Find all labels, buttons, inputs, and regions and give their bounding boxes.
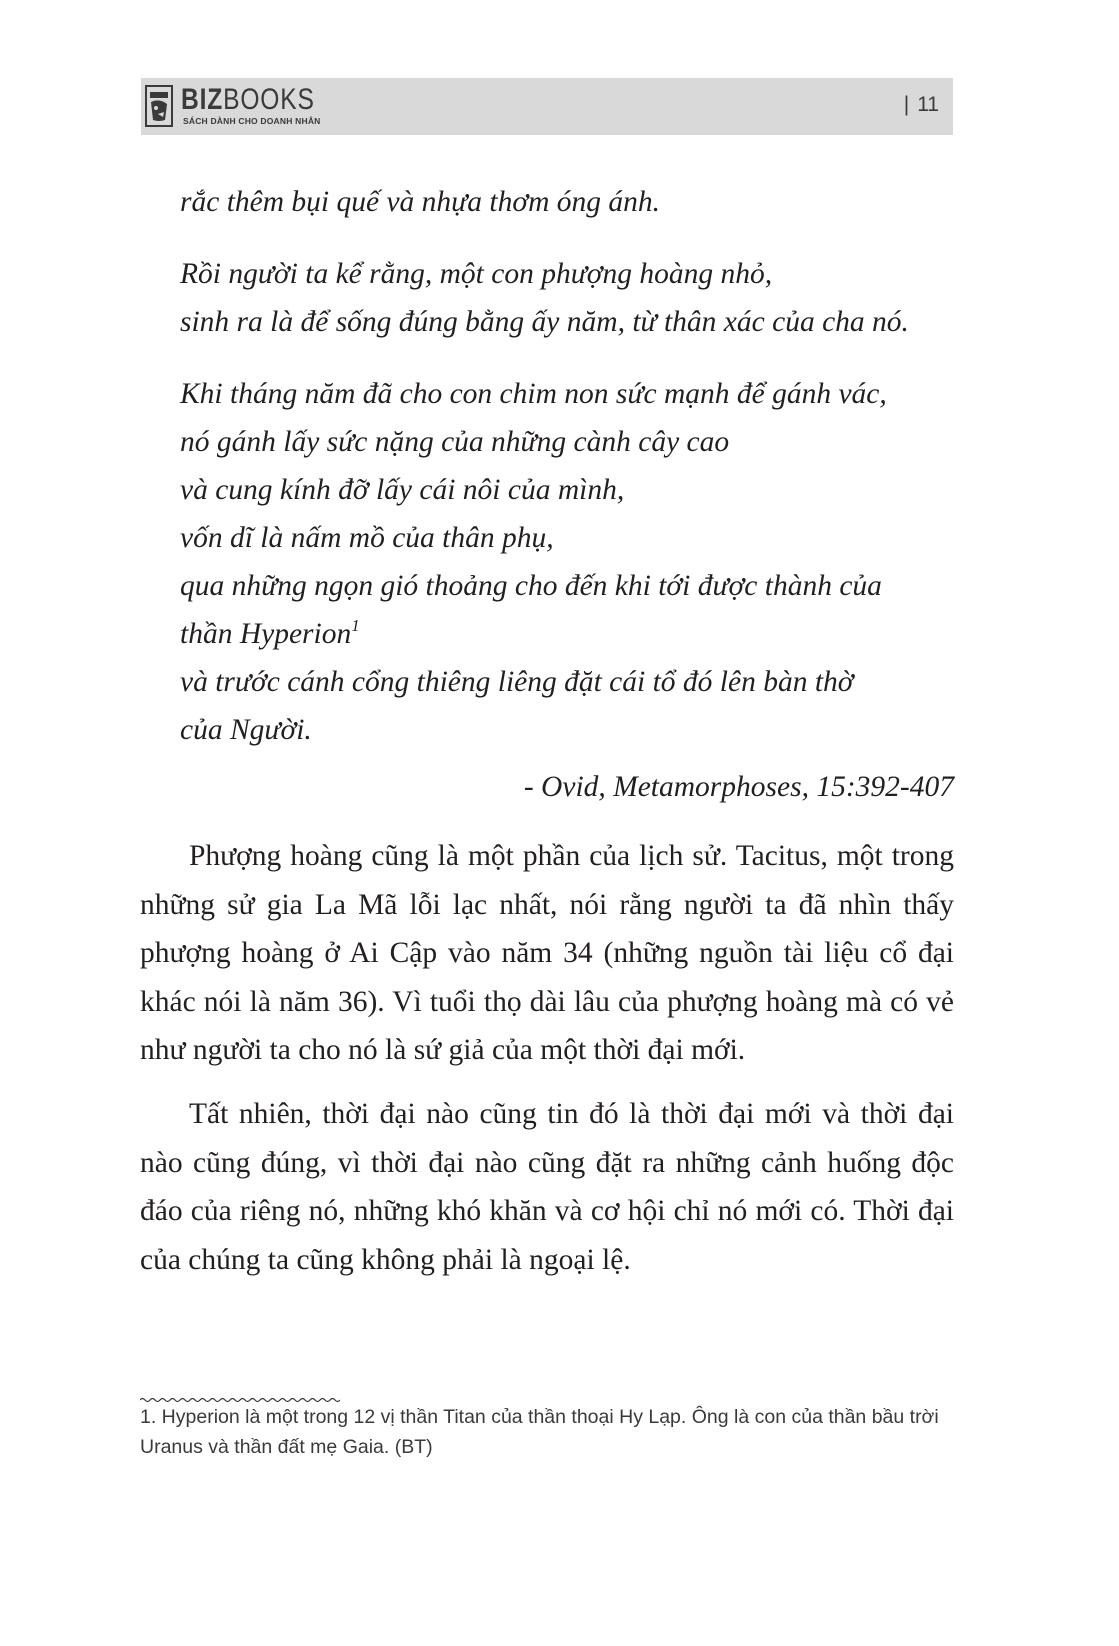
poem-line: qua những ngọn gió thoảng cho đến khi tới được thành của <box>180 570 882 602</box>
poem-line: sinh ra là để sống đúng bằng ấy năm, từ thân xác của cha nó. <box>180 306 909 338</box>
body-paragraph: Phượng hoàng cũng là một phần của lịch sử. Tacitus, một trong những sử gia La Mã lỗi lạc nhất, nói rằng người ta đã nhìn thấy phượng hoàng ở Ai Cập vào năm 34 (những nguồn tài liệu cổ đại khác nói là năm 36). Vì tuổi thọ dài lâu của phượng hoàng mà có vẻ như người ta cho nó là sứ giả của một thời đại mới. <box>140 840 954 1066</box>
logo-brand: BIZBOOKS <box>181 83 315 116</box>
poem-line-text: thần Hyperion <box>180 618 352 650</box>
poem-line: Khi tháng năm đã cho con chim non sức mạnh để gánh vác, <box>180 378 887 410</box>
poem-line: và cung kính đỡ lấy cái nôi của mình, <box>180 474 625 506</box>
poem-line: của Người. <box>180 714 312 746</box>
poem-line: rắc thêm bụi quế và nhựa thơm óng ánh. <box>180 186 661 218</box>
poem-line-with-footnote <box>180 610 960 658</box>
page-number-value: 11 <box>917 93 939 116</box>
logo-tagline: SÁCH DÀNH CHO DOANH NHÂN <box>183 116 321 126</box>
poem-line: nó gánh lấy sức nặng của những cành cây cao <box>180 426 730 458</box>
poem-line: vốn dĩ là nấm mồ của thân phụ, <box>180 522 554 554</box>
logo-text <box>181 84 344 126</box>
page-header <box>141 78 953 135</box>
poem-stanza <box>180 250 960 346</box>
footnote-reference[interactable]: 1 <box>351 616 360 635</box>
page-number <box>904 92 939 118</box>
body-paragraph: Tất nhiên, thời đại nào cũng tin đó là thời đại mới và thời đại nào cũng đúng, vì thời đại nào cũng đặt ra những cảnh huống độc đáo của riêng nó, những khó khăn và cơ hội chỉ nó mới có. Thời đại của chúng ta cũng không phải là ngoại lệ. <box>140 1098 954 1276</box>
poem-attribution: - Ovid, Metamorphoses, 15:392-407 <box>523 771 954 803</box>
poem-excerpt <box>180 178 960 778</box>
poem-line: và trước cánh cổng thiêng liêng đặt cái tổ đó lên bàn thờ <box>180 666 854 698</box>
poem-stanza <box>180 370 960 754</box>
footnote: 1. Hyperion là một trong 12 vị thần Titan của thần thoại Hy Lạp. Ông là con của thần bầu trời Uranus và thần đất mẹ Gaia. (BT) <box>140 1406 939 1458</box>
header-separator: | <box>903 93 910 116</box>
poem-stanza <box>180 178 960 226</box>
bizbooks-logo-icon <box>145 84 175 130</box>
bizbooks-logo <box>145 84 344 130</box>
poem-line: Rồi người ta kể rằng, một con phượng hoàng nhỏ, <box>180 258 773 290</box>
